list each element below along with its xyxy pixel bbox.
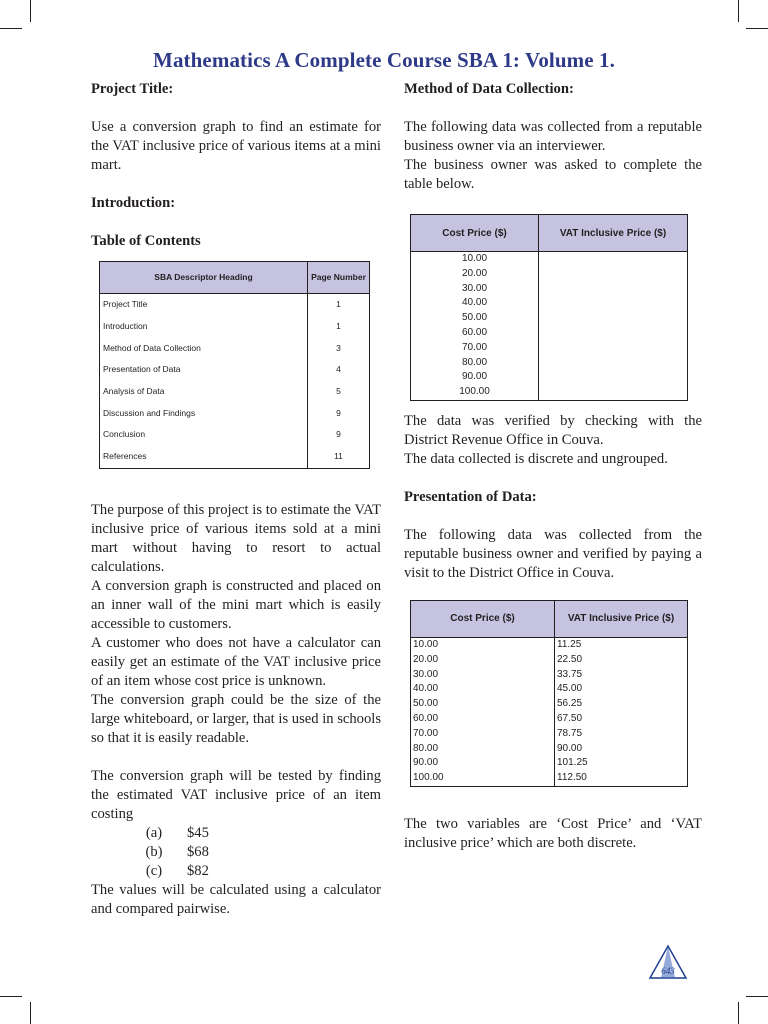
table-value: 60.00 (461, 326, 488, 338)
toc-heading-cell: Analysis of Data (100, 381, 308, 403)
crop-mark (738, 0, 739, 22)
toc-heading-cell: Conclusion (100, 424, 308, 446)
table-column-header: Cost Price ($) (411, 215, 539, 252)
crop-mark (0, 28, 22, 29)
table-row (411, 252, 688, 401)
presentation-paragraph: The following data was collected from the reputable business owner and verified by paying a visit to the District Office in Couva. (404, 526, 702, 581)
toc-page-cell: 4 (308, 359, 370, 381)
toc-page-cell: 3 (308, 337, 370, 359)
list-item (91, 843, 381, 862)
presentation-heading: Presentation of Data: (404, 488, 537, 505)
cost-price-cell (411, 637, 555, 786)
toc-table (99, 261, 370, 469)
verified-paragraph: The data was verified by checking with the District Revenue Office in Couva. (404, 412, 702, 448)
discrete-paragraph: The data collected is discrete and ungrouped. (404, 450, 668, 467)
option-value: $82 (187, 862, 209, 879)
graph-paragraph: A conversion graph is constructed and placed on an inner wall of the mini mart which is easily accessible to customers. (91, 577, 381, 632)
toc-heading-cell: Discussion and Findings (100, 402, 308, 424)
table-row (100, 402, 370, 424)
option-label: (a) (145, 824, 163, 841)
table-value: 30.00 (461, 282, 488, 294)
table-row (100, 337, 370, 359)
crop-mark (746, 28, 768, 29)
toc-column-header: SBA Descriptor Heading (100, 262, 308, 294)
cost-price-cell (411, 252, 539, 401)
table-row (411, 637, 688, 786)
toc-page-cell: 9 (308, 402, 370, 424)
introduction-heading: Introduction: (91, 195, 176, 211)
collection-table (410, 214, 688, 401)
toc-heading-cell: References (100, 446, 308, 468)
right-column (404, 80, 702, 853)
options-list (91, 824, 381, 881)
table-value: 90.00 (413, 757, 439, 769)
compare-paragraph: The values will be calculated using a calculator and compared pairwise. (91, 881, 381, 917)
table-value: 67.50 (557, 712, 583, 724)
toc-page-cell: 1 (308, 294, 370, 316)
crop-mark (30, 0, 31, 22)
vat-price-cell (555, 637, 688, 786)
table-column-header: Cost Price ($) (411, 600, 555, 637)
toc-column-header: Page Number (308, 262, 370, 294)
table-value: 20.00 (413, 653, 439, 665)
left-column (91, 80, 381, 919)
table-column-header: VAT Inclusive Price ($) (539, 215, 688, 252)
option-value: $68 (187, 843, 209, 860)
vat-price-cell-empty (539, 252, 688, 401)
table-value: 78.75 (557, 727, 583, 739)
table-column-header: VAT Inclusive Price ($) (555, 600, 688, 637)
list-item (91, 824, 381, 843)
page-title: Mathematics A Complete Course SBA 1: Volume 1. (153, 48, 615, 72)
project-title-text: Use a conversion graph to find an estimate for the VAT inclusive price of various items at a mini mart. (91, 119, 381, 173)
table-row (100, 359, 370, 381)
table-value: 70.00 (461, 341, 488, 353)
method-heading: Method of Data Collection: (404, 81, 574, 97)
variables-paragraph: The two variables are ‘Cost Price’ and ‘VAT inclusive price’ which are both discrete. (404, 815, 702, 851)
table-row (100, 294, 370, 316)
toc-page-cell: 1 (308, 316, 370, 338)
table-value: 80.00 (461, 356, 488, 368)
toc-page-cell: 9 (308, 424, 370, 446)
customer-paragraph: A customer who does not have a calculator can easily get an estimate of the VAT inclusive price of an item whose cost price is unknown. (91, 634, 381, 689)
table-value: 10.00 (413, 638, 439, 650)
page-number: 643 (661, 966, 675, 976)
method-paragraph: The following data was collected from a reputable business owner via an interviewer. (404, 119, 702, 154)
toc-heading-cell: Presentation of Data (100, 359, 308, 381)
table-value: 33.75 (557, 668, 583, 680)
table-value: 56.25 (557, 698, 583, 710)
table-value: 112.50 (557, 772, 587, 784)
table-value: 60.00 (413, 712, 439, 724)
table-value: 10.00 (461, 253, 488, 264)
table-row (100, 446, 370, 468)
table-value: 50.00 (461, 312, 488, 324)
method-paragraph-2: The business owner was asked to complete the table below. (404, 157, 702, 192)
page-number-mark (648, 944, 688, 985)
list-item (91, 862, 381, 881)
table-value: 20.00 (461, 267, 488, 279)
triangle-icon (648, 944, 688, 980)
table-value: 22.50 (557, 653, 583, 665)
size-paragraph: The conversion graph could be the size of the large whiteboard, or larger, that is used in schools so that it is easily readable. (91, 691, 381, 746)
table-value: 90.00 (557, 742, 583, 754)
table-value: 100.00 (459, 386, 490, 398)
toc-page-cell: 5 (308, 381, 370, 403)
table-value: 80.00 (413, 742, 439, 754)
table-row (100, 316, 370, 338)
table-row (100, 424, 370, 446)
table-row (100, 381, 370, 403)
table-value: 90.00 (461, 371, 488, 383)
table-value: 100.00 (413, 772, 444, 784)
toc-heading-cell: Method of Data Collection (100, 337, 308, 359)
crop-mark (0, 996, 22, 997)
crop-mark (738, 1002, 739, 1024)
toc-page-cell: 11 (308, 446, 370, 468)
toc-heading: Table of Contents (91, 233, 201, 249)
table-value: 70.00 (413, 727, 439, 739)
table-value: 30.00 (413, 668, 439, 680)
toc-heading-cell: Project Title (100, 294, 308, 316)
crop-mark (30, 1002, 31, 1024)
table-value: 40.00 (413, 683, 439, 695)
table-value: 11.25 (557, 638, 582, 650)
option-label: (c) (145, 862, 163, 879)
table-value: 40.00 (461, 297, 488, 309)
table-value: 45.00 (557, 683, 583, 695)
test-paragraph: The conversion graph will be tested by finding the estimated VAT inclusive price of an item costing (91, 767, 381, 822)
option-value: $45 (187, 824, 209, 841)
presentation-table (410, 600, 688, 787)
project-title-heading: Project Title: (91, 81, 174, 97)
option-label: (b) (145, 843, 163, 860)
toc-heading-cell: Introduction (100, 316, 308, 338)
table-value: 101.25 (557, 757, 588, 769)
crop-mark (746, 996, 768, 997)
table-value: 50.00 (413, 698, 439, 710)
purpose-paragraph: The purpose of this project is to estimate the VAT inclusive price of various items sold at a mini mart without having to resort to actual calculations. (91, 501, 381, 575)
